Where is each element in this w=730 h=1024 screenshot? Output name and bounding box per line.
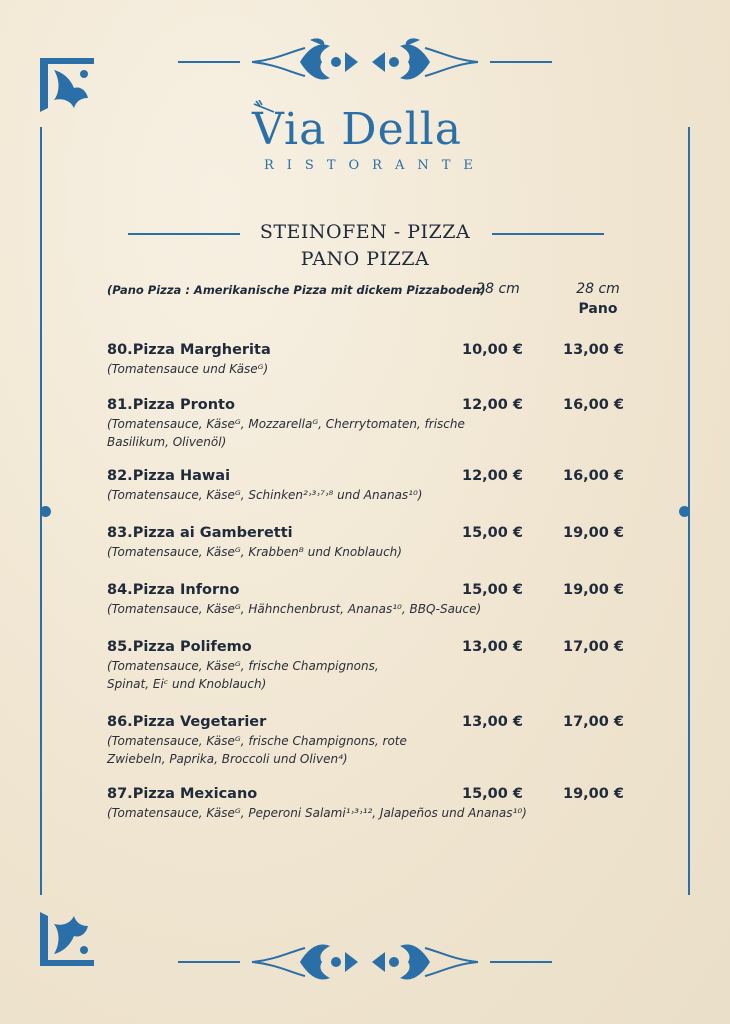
item-number: 80.	[107, 342, 133, 358]
column-header-28cm-pano: 28 cm	[576, 281, 620, 297]
menu-item	[107, 784, 637, 822]
column-header-pano: Pano	[578, 301, 618, 317]
item-number: 86.	[107, 714, 133, 730]
item-name: Pizza Polifemo	[132, 639, 252, 655]
item-price-28cm: 13,00 €	[461, 639, 523, 655]
top-ornament	[0, 32, 730, 92]
item-price-pano: 16,00 €	[562, 397, 624, 413]
item-name: Pizza Pronto	[132, 397, 235, 413]
item-price-pano: 19,00 €	[562, 525, 624, 541]
menu-item	[107, 523, 637, 561]
restaurant-subtitle: RISTORANTE	[264, 158, 486, 173]
menu-item	[107, 340, 637, 378]
corner-ornament-top-left	[40, 58, 94, 112]
item-description: (Tomatensauce, Käseᴳ, frische Champignons, Spinat, Eiᶜ und Knoblauch)	[107, 659, 379, 691]
item-name: Pizza Margherita	[132, 342, 271, 358]
item-price-pano: 17,00 €	[562, 714, 624, 730]
menu-item	[107, 712, 637, 768]
item-description: (Tomatensauce, Käseᴳ, Schinken²˒³˒⁷˒⁸ und Ananas¹⁰)	[107, 488, 423, 502]
column-header-28cm: 28 cm	[476, 281, 520, 297]
item-price-28cm: 10,00 €	[461, 342, 523, 358]
item-description: (Tomatensauce, Käseᴳ, Hähnchenbrust, Ananas¹⁰, BBQ-Sauce)	[107, 602, 482, 616]
bottom-ornament	[0, 930, 730, 990]
corner-ornament-bottom-left	[40, 912, 94, 966]
item-name: Pizza Mexicano	[132, 786, 258, 802]
item-price-pano: 19,00 €	[562, 786, 624, 802]
item-price-28cm: 12,00 €	[461, 397, 523, 413]
restaurant-logo	[240, 100, 500, 180]
item-number: 84.	[107, 582, 133, 598]
item-price-28cm: 15,00 €	[461, 786, 523, 802]
item-price-pano: 13,00 €	[562, 342, 624, 358]
item-price-28cm: 13,00 €	[461, 714, 523, 730]
item-price-pano: 17,00 €	[562, 639, 624, 655]
item-number: 81.	[107, 397, 133, 413]
item-price-pano: 19,00 €	[562, 582, 624, 598]
item-price-28cm: 15,00 €	[461, 525, 523, 541]
frame-dot-left	[40, 506, 51, 517]
section-title: STEINOFEN - PIZZA	[259, 221, 471, 243]
item-name: Pizza Hawai	[132, 468, 231, 484]
pano-note: (Pano Pizza : Amerikanische Pizza mit dickem Pizzaboden)	[107, 283, 486, 297]
menu-item	[107, 637, 637, 693]
item-price-pano: 16,00 €	[562, 468, 624, 484]
item-number: 83.	[107, 525, 133, 541]
item-name: Pizza ai Gamberetti	[132, 525, 293, 541]
item-description: (Tomatensauce, Käseᴳ, Krabbenᴮ und Knoblauch)	[107, 545, 402, 559]
restaurant-name: Via Della	[252, 104, 462, 155]
item-description: (Tomatensauce, Käseᴳ, Mozzarellaᴳ, Cherrytomaten, frische Basilikum, Olivenöl)	[107, 417, 465, 449]
item-name: Pizza Vegetarier	[132, 714, 267, 730]
menu-item	[107, 395, 637, 451]
item-description: (Tomatensauce, Käseᴳ, frische Champignons, rote Zwiebeln, Paprika, Broccoli und Oliven⁴)	[107, 734, 407, 766]
item-price-28cm: 12,00 €	[461, 468, 523, 484]
frame-dot-right	[679, 506, 690, 517]
item-number: 82.	[107, 468, 133, 484]
menu-item	[107, 580, 637, 618]
item-description: (Tomatensauce, Käseᴳ, Peperoni Salami¹˒³˒¹², Jalapeños und Ananas¹⁰)	[107, 806, 527, 820]
menu-item	[107, 466, 637, 504]
item-price-28cm: 15,00 €	[461, 582, 523, 598]
item-name: Pizza Inforno	[132, 582, 240, 598]
item-number: 87.	[107, 786, 133, 802]
section-subtitle: PANO PIZZA	[300, 248, 430, 270]
item-description: (Tomatensauce und Käseᴳ)	[107, 362, 269, 376]
item-number: 85.	[107, 639, 133, 655]
